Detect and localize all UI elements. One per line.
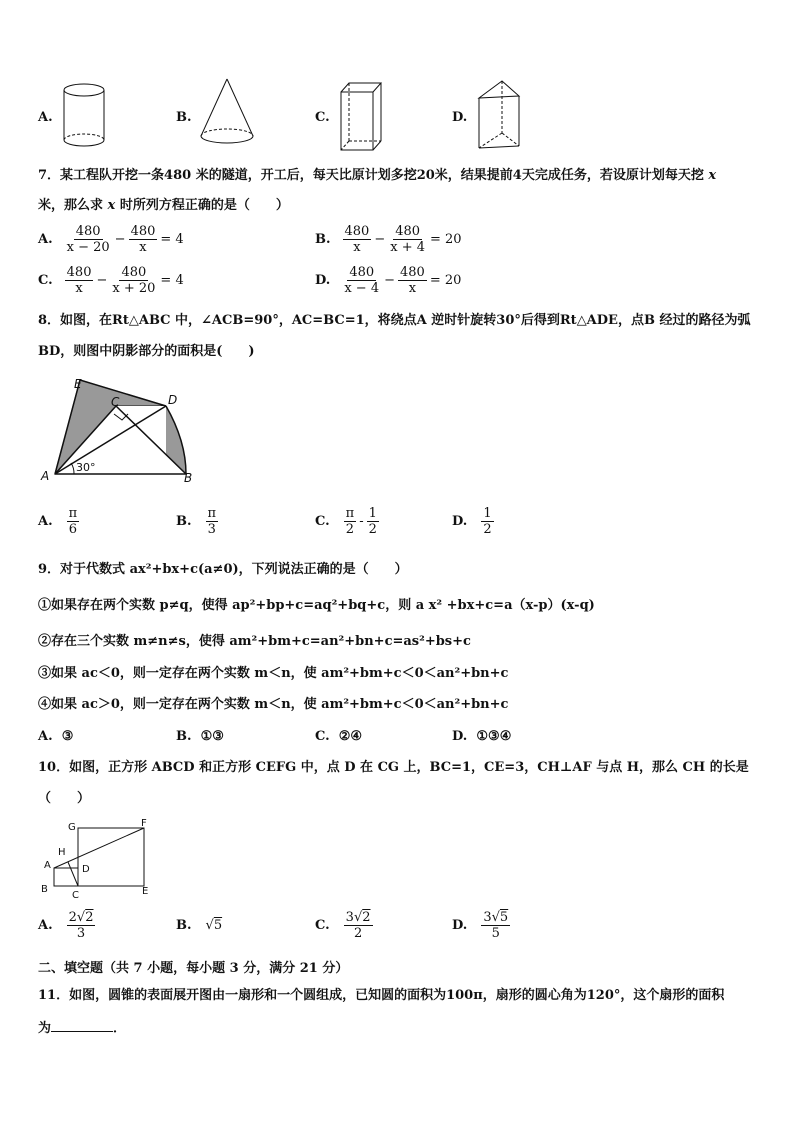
fraction: $\frac{1}{2}$ <box>483 506 492 537</box>
section-heading: 二、填空题（共 7 小题，每小题 3 分，满分 21 分） <box>38 961 349 976</box>
q7-stem-line1: 7．某工程队开挖一条480 米的隧道，开工后，每天比原计划多挖20米，结果提前4天完成任务，若设原计划每天挖 x <box>38 168 717 183</box>
q7-option-b: B. $\frac{480}{x}$ − $\frac{480}{x + 4}$ = 20 <box>315 224 462 255</box>
q7-stem-line2: 米，那么求 x 时所列方程正确的是（ ） <box>38 198 289 213</box>
fraction: $\frac{480}{x + 20}$ <box>112 265 156 296</box>
angle-label: 30° <box>76 461 96 474</box>
fraction: $\frac{480}{x + 4}$ <box>390 224 426 255</box>
q10-option-b: B. √5 <box>176 918 223 933</box>
fraction: $\frac{2√2}{3}$ <box>68 910 94 941</box>
rectangular-prism-icon <box>338 80 384 154</box>
point-label-d: D <box>82 864 90 875</box>
point-label-d: D <box>168 393 178 407</box>
option-a-label: A. <box>38 110 53 125</box>
option-d-label: D. <box>452 110 468 125</box>
point-label-b: B <box>184 471 193 485</box>
q10-option-c: C. $\frac{3√2}{2}$ <box>315 910 371 941</box>
fraction: $\frac{480}{x}$ <box>130 224 156 255</box>
point-label-h: H <box>58 847 66 858</box>
point-label-f: F <box>141 818 147 829</box>
q9-stem: 9．对于代数式 ax²+bx+c(a≠0)，下列说法正确的是（ ） <box>38 562 408 577</box>
q8-option-a: A. $\frac{\pi}{6}$ <box>38 506 78 537</box>
q9-option-d: D. ①③④ <box>452 729 512 744</box>
option-b-label: B. <box>176 110 192 125</box>
fraction: $\frac{\pi}{6}$ <box>68 506 78 537</box>
q8-option-c: C. $\frac{\pi}{2}$ - $\frac{1}{2}$ <box>315 506 377 537</box>
answer-blank[interactable] <box>51 1019 113 1032</box>
fraction: $\frac{480}{x}$ <box>66 265 92 296</box>
point-label-c: C <box>72 890 79 900</box>
point-label-e: E <box>142 886 149 897</box>
q11-stem-line1: 11．如图，圆锥的表面展开图由一扇形和一个圆组成，已知圆的面积为100π，扇形的圆心角为120°，这个扇形的面积 <box>38 988 725 1003</box>
q9-statement-1: ①如果存在两个实数 p≠q，使得 ap²+bp+c=aq²+bq+c，则 a x² +bx+c=a（x-p）(x-q) <box>38 598 595 613</box>
fraction: $\frac{3√2}{2}$ <box>345 910 371 941</box>
q8-option-b: B. $\frac{\pi}{3}$ <box>176 506 217 537</box>
q9-statement-3: ③如果 ac＜0，则一定存在两个实数 m＜n，使 am²+bm+c＜0＜an²+bn+c <box>38 666 509 681</box>
point-label-e: E <box>74 377 82 391</box>
q9-option-c: C. ②④ <box>315 729 363 744</box>
q10-stem-line1: 10．如图，正方形 ABCD 和正方形 CEFG 中，点 D 在 CG 上，BC=1，CE=3，CH⊥AF 与点 H，那么 CH 的长是 <box>38 760 749 775</box>
q8-option-d: D. $\frac{1}{2}$ <box>452 506 492 537</box>
fraction: $\frac{480}{x - 20}$ <box>66 224 110 255</box>
point-label-g: G <box>68 822 76 833</box>
fraction: $\frac{\pi}{2}$ <box>345 506 355 537</box>
q8-stem-line2: BD，则图中阴影部分的面积是( ) <box>38 344 255 359</box>
fraction: $\frac{480}{x - 4}$ <box>344 265 380 296</box>
q8-figure <box>36 366 206 488</box>
triangular-prism-icon <box>474 78 526 154</box>
q9-statement-2: ②存在三个实数 m≠n≠s，使得 am²+bm+c=an²+bn+c=as²+bs+c <box>38 634 471 649</box>
q10-option-a: A. $\frac{2√2}{3}$ <box>38 910 94 941</box>
cone-icon <box>198 76 256 152</box>
q10-stem-line2: （ ） <box>38 791 91 806</box>
point-label-b: B <box>41 884 48 895</box>
q7-option-a: A. $\frac{480}{x - 20}$ − $\frac{480}{x}$ = 4 <box>38 224 184 255</box>
fraction: $\frac{\pi}{3}$ <box>207 506 217 537</box>
q8-stem-line1: 8．如图，在Rt△ABC 中，∠ACB=90°，AC=BC=1，将绕点A 逆时针旋转30°后得到Rt△ADE，点B 经过的路径为弧 <box>38 313 751 328</box>
q9-option-a: A. ③ <box>38 729 74 744</box>
point-label-c: C <box>111 395 120 409</box>
q10-option-d: D. $\frac{3√5}{5}$ <box>452 910 509 941</box>
fraction: $\frac{480}{x}$ <box>344 224 370 255</box>
q10-figure <box>36 816 156 900</box>
q9-statement-4: ④如果 ac＞0，则一定存在两个实数 m＜n，使 am²+bm+c＜0＜an²+bn+c <box>38 697 509 712</box>
fraction: $\frac{1}{2}$ <box>368 506 377 537</box>
q11-stem-line2: 为 ． <box>38 1021 127 1036</box>
q7-option-c: C. $\frac{480}{x}$ − $\frac{480}{x + 20}$ = 4 <box>38 265 184 296</box>
point-label-a: A <box>41 469 50 483</box>
option-c-label: C. <box>315 110 330 125</box>
point-label-a: A <box>44 860 51 871</box>
cylinder-icon <box>60 80 108 152</box>
q7-option-d: D. $\frac{480}{x - 4}$ − $\frac{480}{x}$ = 20 <box>315 265 462 296</box>
fraction: $\frac{3√5}{5}$ <box>483 910 509 941</box>
fraction: $\frac{480}{x}$ <box>400 265 425 296</box>
q9-option-b: B. ①③ <box>176 729 224 744</box>
